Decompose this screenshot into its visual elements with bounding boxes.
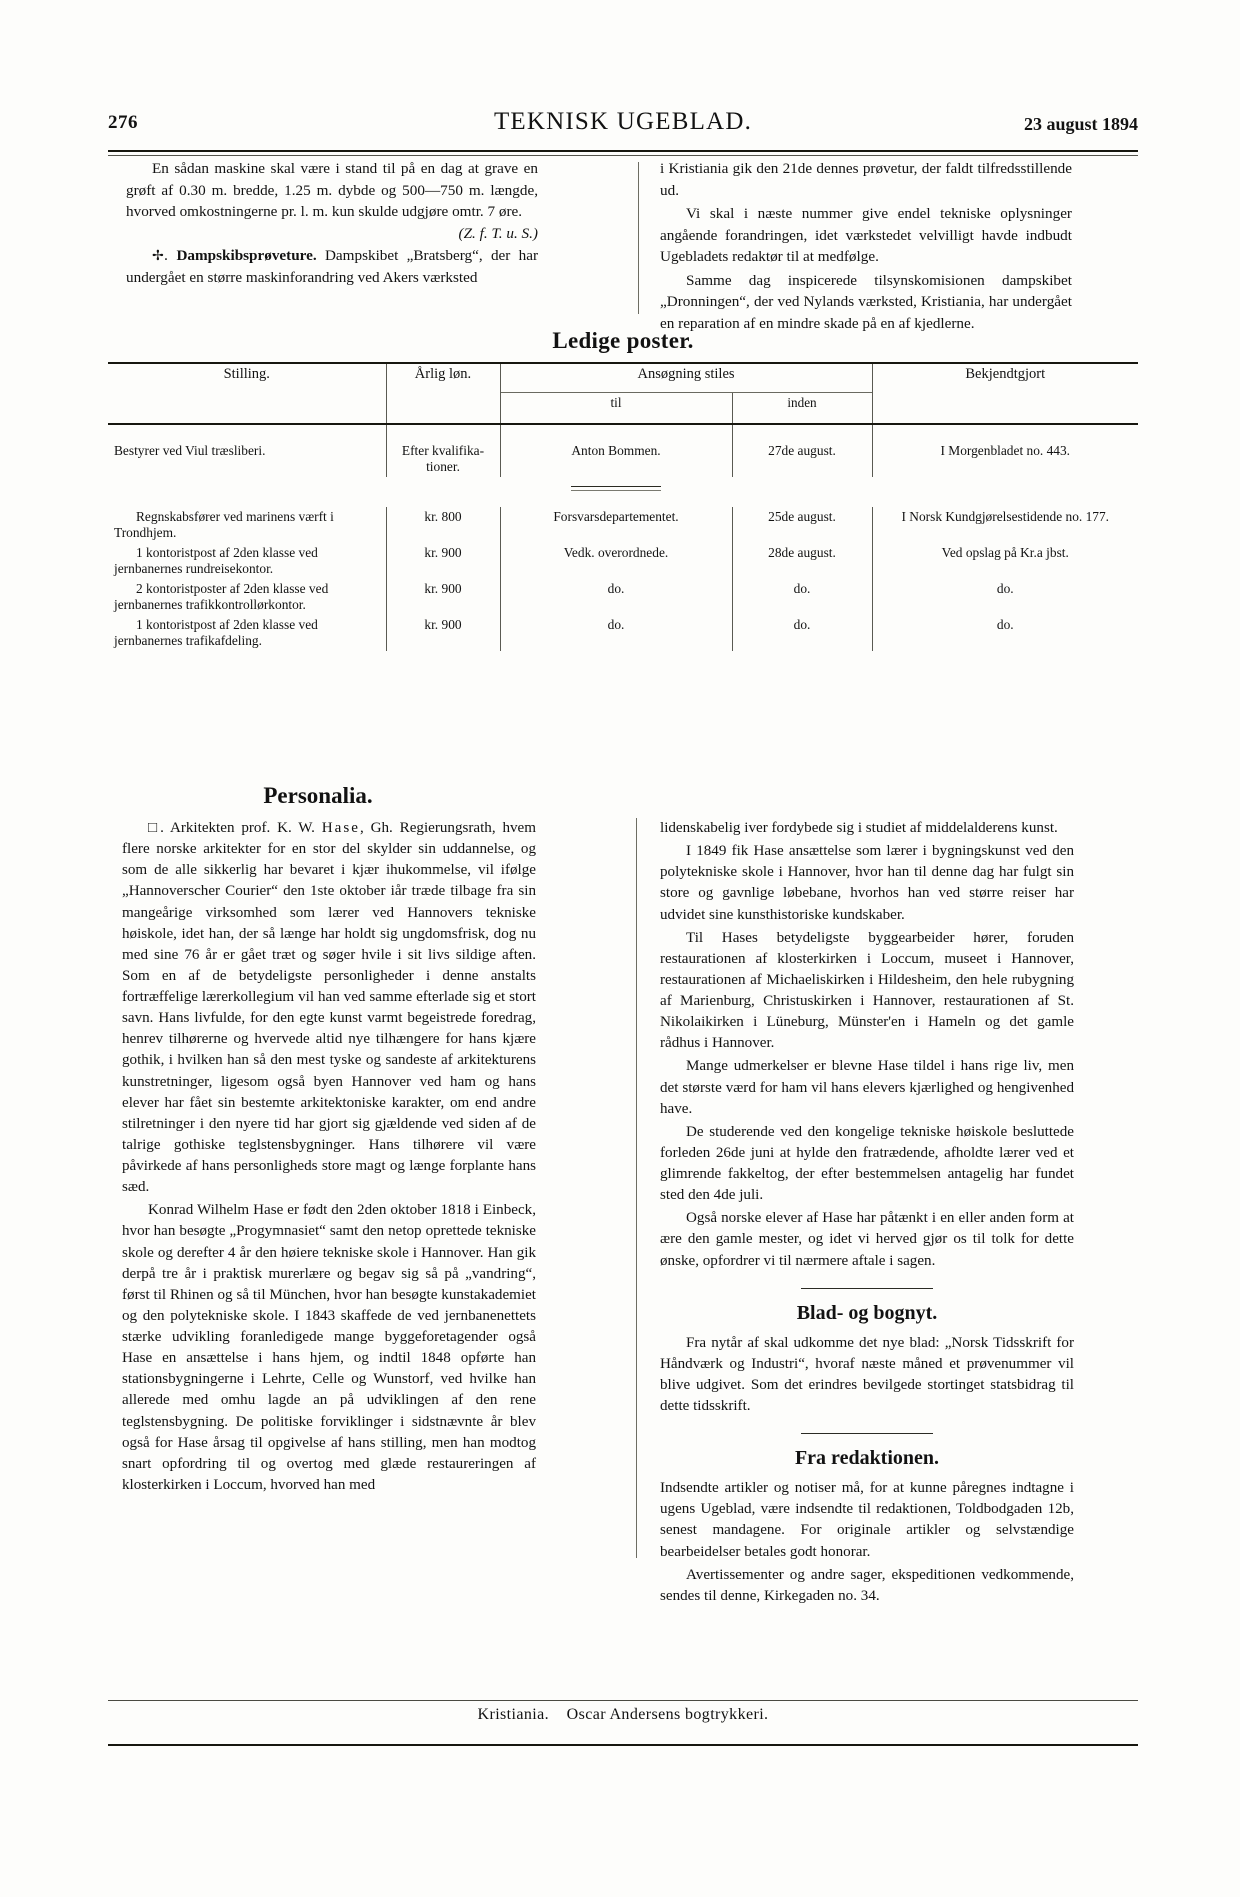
masthead-rule	[108, 150, 1138, 156]
column-header-bekjendtgjort: Bekjendtgjort	[872, 363, 1138, 424]
cell-til: Forsvarsdepartementet.	[500, 507, 732, 543]
cell-stilling: Bestyrer ved Viul træsliberi.	[108, 424, 386, 477]
vacancies-table	[108, 362, 1138, 651]
cell-bekjendtgjort: I Norsk Kundgjørelsestidende no. 177.	[872, 507, 1138, 543]
colophon-printer: Oscar Andersens bogtrykkeri.	[566, 1706, 769, 1723]
news-paragraph: Vi skal i næste nummer give endel tekniske oplysninger angående forandringen, idet værkstedet velvilligt havde indbudt Ugebladets redaktør til at medfølge.	[660, 205, 1072, 266]
separator-cell	[500, 477, 732, 507]
personalia-paragraph: Konrad Wilhelm Hase er født den 2den oktober 1818 i Einbeck, hvor han besøgte „Progymnasiet“ samt den netop oprettede tekniske skole og derefter 4 år den høiere tekniske skole i Hannover. Han gik derpå tre år i praktisk murerlære og begav sig så på „vandring“, først til Rhinen og så til München, hvor han besøgte kunstakademiet og den polytekniske skole. I 1843 skaffede de ved jernbanenettets stærke udvikling foranledigede mange byggeforetagender også Hase en ansættelse i hans hjem, og indtil 1848 opførte han stationsbygningerne i Lehrte, Celle og Wunstorf, ved hvilke han allerede med omhu lagde an på udviklingen af den rene teglstensbygning. De politiske forviklinger i sidstnævnte år blev også for Hase årsag til opgivelse af hans stilling, men han modtog snart opfordring til og overtog med glæde restaureringen af klosterkirken i Loccum, hvorved han med	[122, 1202, 536, 1493]
column-header-ansogning-stiles: Ansøgning stiles	[500, 363, 872, 393]
personalia-paragraph: Til Hases betydeligste byggearbeider hører, foruden restaurationen af klosterkirken i Loccum, museet i Hannover, restaurationen af Michaeliskirken i Hildesheim, den hele rubygning af Marienburg, Christuskirken i Hannover, restaurationen af St. Nikolaikirken i Lüneburg, Münster'en i Hameln og det gamle rådhus i Hannover.	[660, 929, 1074, 1052]
cell-til: Vedk. overordnede.	[500, 543, 732, 579]
group-rule	[571, 486, 661, 491]
column-divider	[638, 162, 639, 314]
cell-arlig-lon: kr. 900	[386, 543, 500, 579]
cell-til: do.	[500, 615, 732, 651]
personalia-paragraph: Mange udmerkelser er blevne Hase tildel i hans rige liv, men det største værd for ham vil hans elevers kjærlighed og hengivenhed have.	[660, 1058, 1074, 1117]
cell-arlig-lon: kr. 900	[386, 579, 500, 615]
personalia-paragraph: lidenskabelig iver fordybede sig i studiet af middelalderens kunst.	[660, 820, 1058, 836]
cell-bekjendtgjort: do.	[872, 615, 1138, 651]
news-item-dampskibsproveture	[126, 245, 538, 288]
table-row	[108, 424, 1138, 477]
news-column-right	[660, 158, 1072, 337]
table-row	[108, 615, 1138, 651]
column-header-til: til	[500, 393, 732, 425]
personalia-paragraph: Også norske elever af Hase har påtænkt i en eller anden form at ære den gamle mester, og idet vi herved gjør os til tolk for dette ønske, opfordrer vi til nærmere aftale i sagen.	[660, 1210, 1074, 1269]
personalia-paragraph: I 1849 fik Hase ansættelse som lærer i bygningskunst ved den polytekniske skole i Hannover, hvor han til denne dag har fulgt sin store og gavnlige løbebane, hvorhos han ved større reiser har udvidet sine kunsthistoriske kundskaber.	[660, 843, 1074, 923]
body-column-left	[122, 818, 536, 1498]
page-number: 276	[108, 112, 138, 133]
table-header-row	[108, 363, 1138, 393]
main-body	[108, 818, 1138, 1604]
personalia-lead: Arkitekten prof. K. W.	[169, 820, 322, 836]
section-rule	[801, 1288, 933, 1289]
footer-bottom-rule	[108, 1744, 1138, 1746]
cell-inden: 25de august.	[732, 507, 872, 543]
running-head	[108, 108, 1138, 144]
news-paragraph: Samme dag inspicerede tilsynskomisionen dampskibet „Dronningen“, der ved Nylands værksted, Kristiania, har undergået en reparation af en mindre skade på en af kjedlerne.	[660, 271, 1072, 333]
redaktionen-paragraph: Indsendte artikler og notiser må, for at kunne påregnes indtagne i ugens Ugeblad, være indsendte til redaktionen, Toldbodgaden 12b, senest mandagene. For originale artikler og selvstændige bearbeidelser betales godt honorar.	[660, 1480, 1074, 1560]
personalia-person-name: Hase	[321, 820, 360, 836]
vacancies-table-wrap	[108, 362, 1138, 651]
redaktionen-paragraph: Avertissementer og andre sager, ekspeditionen vedkommende, sendes til denne, Kirkegaden no. 34.	[660, 1566, 1074, 1604]
table-row	[108, 507, 1138, 543]
news-paragraph-text: En sådan maskine skal være i stand til på en dag at grave en grøft af 0.30 m. bredde, 1.25 m. dybde og 500—750 m. længde, hvorved omkostningerne pr. l. m. kun skulde udgjøre omtr. 7 øre.	[126, 160, 538, 221]
news-paragraph	[126, 158, 538, 242]
table-row	[108, 579, 1138, 615]
section-heading-ledige-poster: Ledige poster.	[552, 328, 694, 353]
news-paragraph: i Kristiania gik den 21de dennes prøvetur, der faldt tilfredsstillende ud.	[660, 160, 1072, 199]
source-reference: (Z. f. T. u. S.)	[458, 224, 538, 242]
cell-arlig-lon	[386, 424, 500, 477]
table-group-separator	[108, 477, 1138, 507]
footer-rule	[108, 1700, 1138, 1701]
cell-bekjendtgjort: I Morgenbladet no. 443.	[872, 424, 1138, 477]
table-row	[108, 543, 1138, 579]
cell-bekjendtgjort: Ved opslag på Kr.a jbst.	[872, 543, 1138, 579]
column-header-arlig-lon: Årlig løn.	[386, 363, 500, 424]
body-column-right	[660, 818, 1074, 1609]
bladbognyt-paragraph: Fra nytår af skal udkomme det nye blad: „Norsk Tidsskrift for Håndværk og Industri“, hvoraf næste måned et prøvenummer vil blive udgivet. Som det erindres bevilgede stortinget statsbidrag til dette tidsskrift.	[660, 1334, 1074, 1414]
section-heading-fra-redaktionen: Fra redaktionen.	[794, 1447, 940, 1470]
personalia-paragraph: De studerende ved den kongelige tekniske høiskole besluttede forleden 26de juni at hylde den fratrædende, afholdte lærer ved et glimrende fakkeltog, der efter bestemmelsen antagelig har fundet sted den 4de juli.	[660, 1123, 1074, 1204]
cell-til: do.	[500, 579, 732, 615]
separator-cell	[872, 477, 1138, 507]
colophon-place: Kristiania.	[477, 1706, 550, 1723]
cell-arlig-lon: kr. 800	[386, 507, 500, 543]
news-block	[108, 158, 1138, 333]
personalia-paragraph	[122, 818, 536, 1198]
cell-stilling: 1 kontoristpost af 2den klasse ved jernbanernes rundreisekontor.	[114, 545, 318, 576]
column-divider	[636, 818, 637, 1558]
cell-inden: 28de august.	[732, 543, 872, 579]
cell-til: Anton Bommen.	[500, 424, 732, 477]
news-column-left	[126, 158, 538, 290]
separator-cell	[108, 477, 386, 507]
colophon	[108, 1706, 1138, 1724]
cell-inden: do.	[732, 615, 872, 651]
section-heading-blad-og-bognyt: Blad- og bognyt.	[796, 1301, 938, 1324]
separator-cell	[386, 477, 500, 507]
square-marker-icon: □.	[148, 820, 164, 836]
news-item-heading: Dampskibsprøveture.	[176, 246, 317, 264]
separator-cell	[732, 477, 872, 507]
cell-stilling: 1 kontoristpost af 2den klasse ved jernbanernes trafikafdeling.	[114, 617, 318, 648]
cell-lon-line2: tioner.	[426, 459, 460, 474]
column-header-inden: inden	[732, 393, 872, 425]
cell-arlig-lon: kr. 900	[386, 615, 500, 651]
section-rule	[801, 1433, 933, 1434]
cell-inden: 27de august.	[732, 424, 872, 477]
section-heading-personalia: Personalia.	[263, 783, 373, 808]
cell-stilling: Regnskabsfører ved marinens værft i Trondhjem.	[114, 509, 334, 540]
dagger-icon: ✢.	[152, 247, 169, 264]
cell-inden: do.	[732, 579, 872, 615]
cell-bekjendtgjort: do.	[872, 579, 1138, 615]
cell-stilling: 2 kontoristposter af 2den klasse ved jernbanernes trafikkontrollørkontor.	[114, 581, 329, 612]
column-header-stilling: Stilling.	[108, 363, 386, 424]
personalia-rest: , Gh. Regierungsrath, hvem flere norske arkitekter for en stor del skylder sin uddannelse, og som de alle sikkerlig har bevaret i kjær ihukommelse, vil ifølge „Hannoverscher Courier“ den 1ste oktober iår træde tilbage fra sin mangeårige virksomhed som lærer ved Hannovers tekniske høiskole, idet han, der så længe har holdt sig ungdomsfrisk, dog nu med sine 76 år er gået træt og søger hvile i sit livs sildige aften. Som en af de betydeligste personligheder i denne anstalts fortræffelige lærerkollegium vil han ved samme efterlade sig et stort savn. Hans livfulde, for den egte kunst varmt begeistrede foredrag, henrev tilhørerne og hvervede altid nye tilhængere for hans kjære gothik, i hvilken han så den mest tyske og sandeste af arkitekturens kunstretninger, ligesom også byen Hannover ved ham og hans elever har fået sin bestemte arkitektoniske karakter, om end andre stilretninger i den nyere tid har gjort sig gjældende ved siden af de talrige gothiske teglstensbygninger. Hans tilhørere vil være påvirkede af hans personligheds store magt og længe forplante hans sæd.	[122, 820, 536, 1196]
journal-title: TEKNISK UGEBLAD.	[493, 108, 753, 135]
news-item-text: Dampskibet „Bratsberg“, der har undergået en større maskinforandring ved Akers værksted	[126, 246, 539, 286]
issue-date: 23 august 1894	[1023, 114, 1138, 134]
cell-lon-line1: Efter kvalifika-	[401, 443, 485, 458]
